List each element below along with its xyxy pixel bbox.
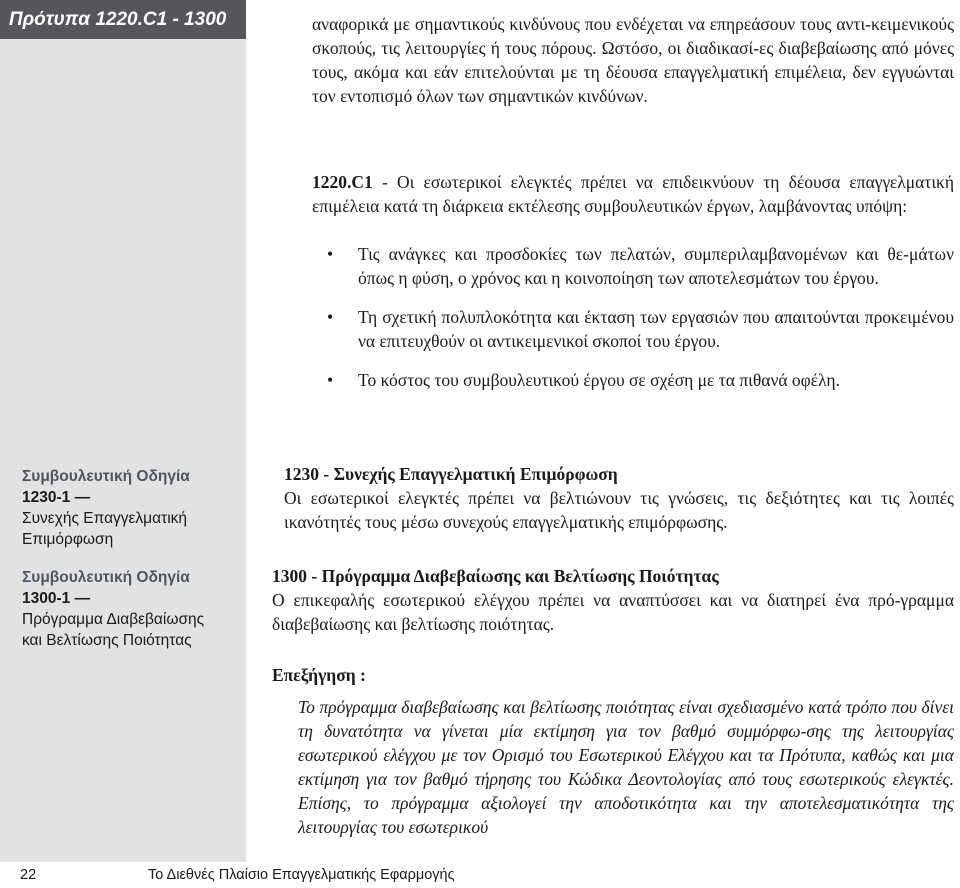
section-tab: Πρότυπα 1220.C1 - 1300 (0, 0, 246, 39)
sidebar-note-heading: Συμβουλευτική Οδηγία (22, 468, 190, 485)
sidebar-note-code: 1300-1 — (22, 590, 91, 607)
c1-paragraph (312, 170, 954, 218)
sidebar-note-title-line1: Πρόγραμμα Διαβεβαίωσης (22, 611, 205, 628)
list-item: • Τη σχετική πολυπλοκότητα και έκταση των εργασιών που απαιτούνται προκειμένου να επιτευχθούν οι αντικειμενικοί σκοποί του έργου. (312, 305, 954, 353)
sidebar-note-heading: Συμβουλευτική Οδηγία (22, 569, 190, 586)
standard-title: 1230 - Συνεχής Επαγγελματική Επιμόρφωση (284, 464, 618, 484)
c1-text: - Οι εσωτερικοί ελεγκτές πρέπει να επιδεικνύουν τη δέουσα επαγγελματική επιμέλεια κατά τη διάρκεια εκτέλεσης συμβουλευτικών έργων, λαμβάνοντας υπόψη: (312, 172, 954, 216)
sidebar-note-title-line2: και Βελτίωσης Ποιότητας (22, 632, 192, 649)
list-item: • Τις ανάγκες και προσδοκίες των πελατών, συμπεριλαμβανομένων και θε-μάτων όπως η φύση, ο χρόνος και η κοινοποίηση των αποτελεσμάτων του έργου. (312, 242, 954, 290)
list-item: • Το κόστος του συμβουλευτικού έργου σε σχέση με τα πιθανά οφέλη. (312, 368, 954, 392)
c1-code: 1220.C1 (312, 172, 373, 192)
standard-1300 (272, 564, 954, 636)
sidebar-note-code: 1230-1 — (22, 489, 91, 506)
standard-1230 (284, 462, 954, 534)
intro-paragraph: αναφορικά με σημαντικούς κινδύνους που ενδέχεται να επηρεάσουν τους αντι-κειμενικούς σκοπούς, τις λειτουργίες ή τους πόρους. Ωστόσο, οι διαδικασί-ες διαβεβαίωσης από μόνες τους, ακόμα και εάν επιτελούνται με τη δέουσα επαγγελματική επιμέλεια, δεν εγγυώνται τον εντοπισμό όλων των σημαντικών κινδύνων. (312, 14, 954, 106)
sidebar (0, 0, 246, 862)
sidebar-note-1300 (22, 567, 237, 651)
sidebar-note-1230 (22, 466, 237, 550)
c1-bullet-list (312, 242, 954, 392)
sidebar-note-title-line2: Επιμόρφωση (22, 531, 114, 548)
standard-title: 1300 - Πρόγραμμα Διαβεβαίωσης και Βελτίωσης Ποιότητας (272, 566, 719, 586)
interpretation (272, 663, 954, 839)
page-footer (0, 862, 960, 888)
sidebar-note-title-line1: Συνεχής Επαγγελματική (22, 510, 188, 527)
standard-text: Ο επικεφαλής εσωτερικού ελέγχου πρέπει να αναπτύσσει και να διατηρεί ένα πρό-γραμμα διαβεβαίωσης και βελτίωσης ποιότητας. (272, 590, 954, 634)
interpretation-label: Επεξήγηση : (272, 665, 366, 685)
page-number: 22 (20, 867, 37, 883)
interpretation-text: Το πρόγραμμα διαβεβαίωσης και βελτίωσης ποιότητας είναι σχεδιασμένο κατά τρόπο που δίνει τη δυνατότητα να γίνεται μία εκτίμηση για τον βαθμό συμμόρφω-σης της λειτουργίας εσωτερικού ελέγχου με τον Ορισμό του Εσωτερικού Ελέγχου και τα Πρότυπα, καθώς και μια εκτίμηση για τον βαθμό τήρησης του Κώδικα Δεοντολογίας από τους εσωτερικούς ελεγκτές. Επίσης, το πρόγραμμα αξιολογεί την αποδοτικότητα και την αποτελεσματικότητα της λειτουργίας του εσωτερικού (298, 697, 954, 837)
standard-text: Οι εσωτερικοί ελεγκτές πρέπει να βελτιώνουν τις γνώσεις, τις δεξιότητες και τις λοιπές ικανότητές τους μέσω συνεχούς επαγγελματικής επιμόρφωσης. (284, 488, 954, 532)
footer-title: Το Διεθνές Πλαίσιο Επαγγελματικής Εφαρμογής (148, 867, 455, 883)
standard-1220-c1 (312, 170, 954, 392)
